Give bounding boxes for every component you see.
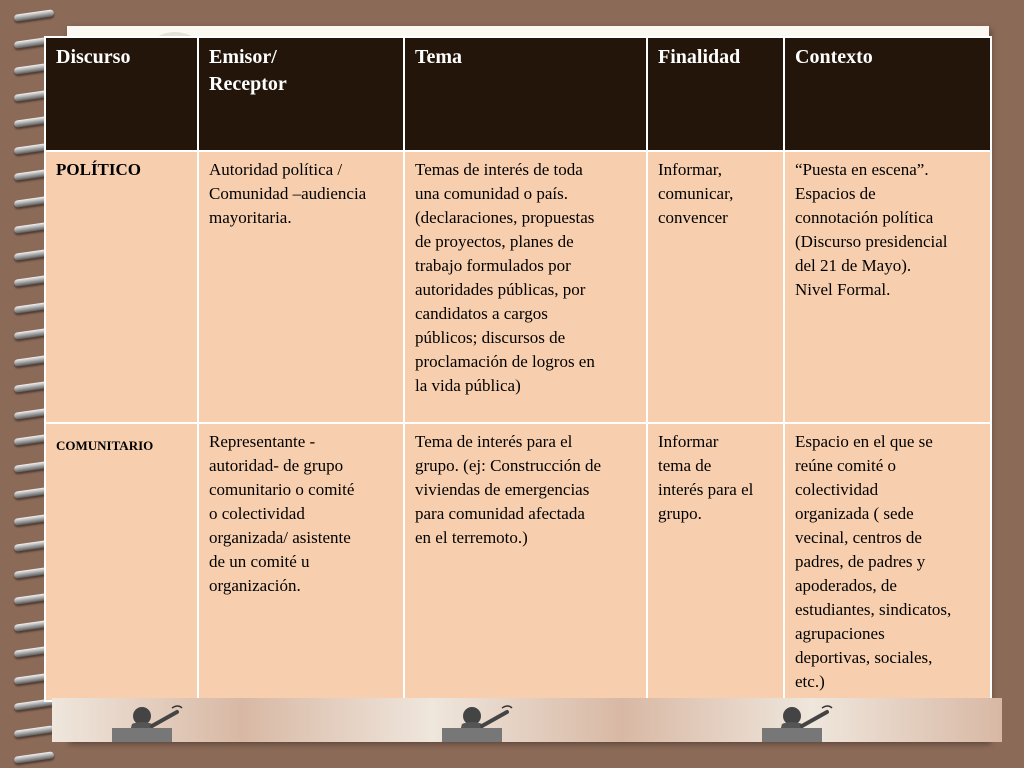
spiral-ring-icon [14,751,55,763]
header-contexto: Contexto [784,37,991,151]
header-emisor-receptor: Emisor/ Receptor [198,37,404,151]
header-tema: Tema [404,37,647,151]
decorative-strip [52,698,1002,742]
speaker-at-podium-icon [52,698,1002,742]
spiral-ring-icon [14,725,55,737]
spiral-ring-icon [14,9,55,21]
cell-contexto: Espacio en el que se reúne comité o colectividad organizada ( sede vecinal, centros de padres, de padres y apoderados, de estudiantes, sindicatos, agrupaciones deportivas, sociales, etc.) [784,423,991,701]
cell-tema: Tema de interés para el grupo. (ej: Construcción de viviendas de emergencias para comunidad afectada en el terremoto.) [404,423,647,701]
row-label-comunitario: COMUNITARIO [45,423,198,701]
header-discurso: Discurso [45,37,198,151]
table-row [45,423,991,701]
header-finalidad: Finalidad [647,37,784,151]
discourse-table [44,36,992,702]
table-header-row [45,37,991,151]
table-row [45,151,991,423]
cell-tema: Temas de interés de toda una comunidad o país. (declaraciones, propuestas de proyectos, planes de trabajo formulados por autoridades públicas, por candidatos a cargos públicos; discursos de proclamación de logros en la vida pública) [404,151,647,423]
speaker-at-podium-icon [112,706,182,742]
cell-finalidad: Informar, comunicar, convencer [647,151,784,423]
cell-contexto: “Puesta en escena”. Espacios de connotación política (Discurso presidencial del 21 de Mayo). Nivel Formal. [784,151,991,423]
cell-finalidad: Informar tema de interés para el grupo. [647,423,784,701]
row-label-politico: POLÍTICO [45,151,198,423]
cell-emisor: Autoridad política / Comunidad –audiencia mayoritaria. [198,151,404,423]
cell-emisor: Representante - autoridad- de grupo comunitario o comité o colectividad organizada/ asistente de un comité u organización. [198,423,404,701]
